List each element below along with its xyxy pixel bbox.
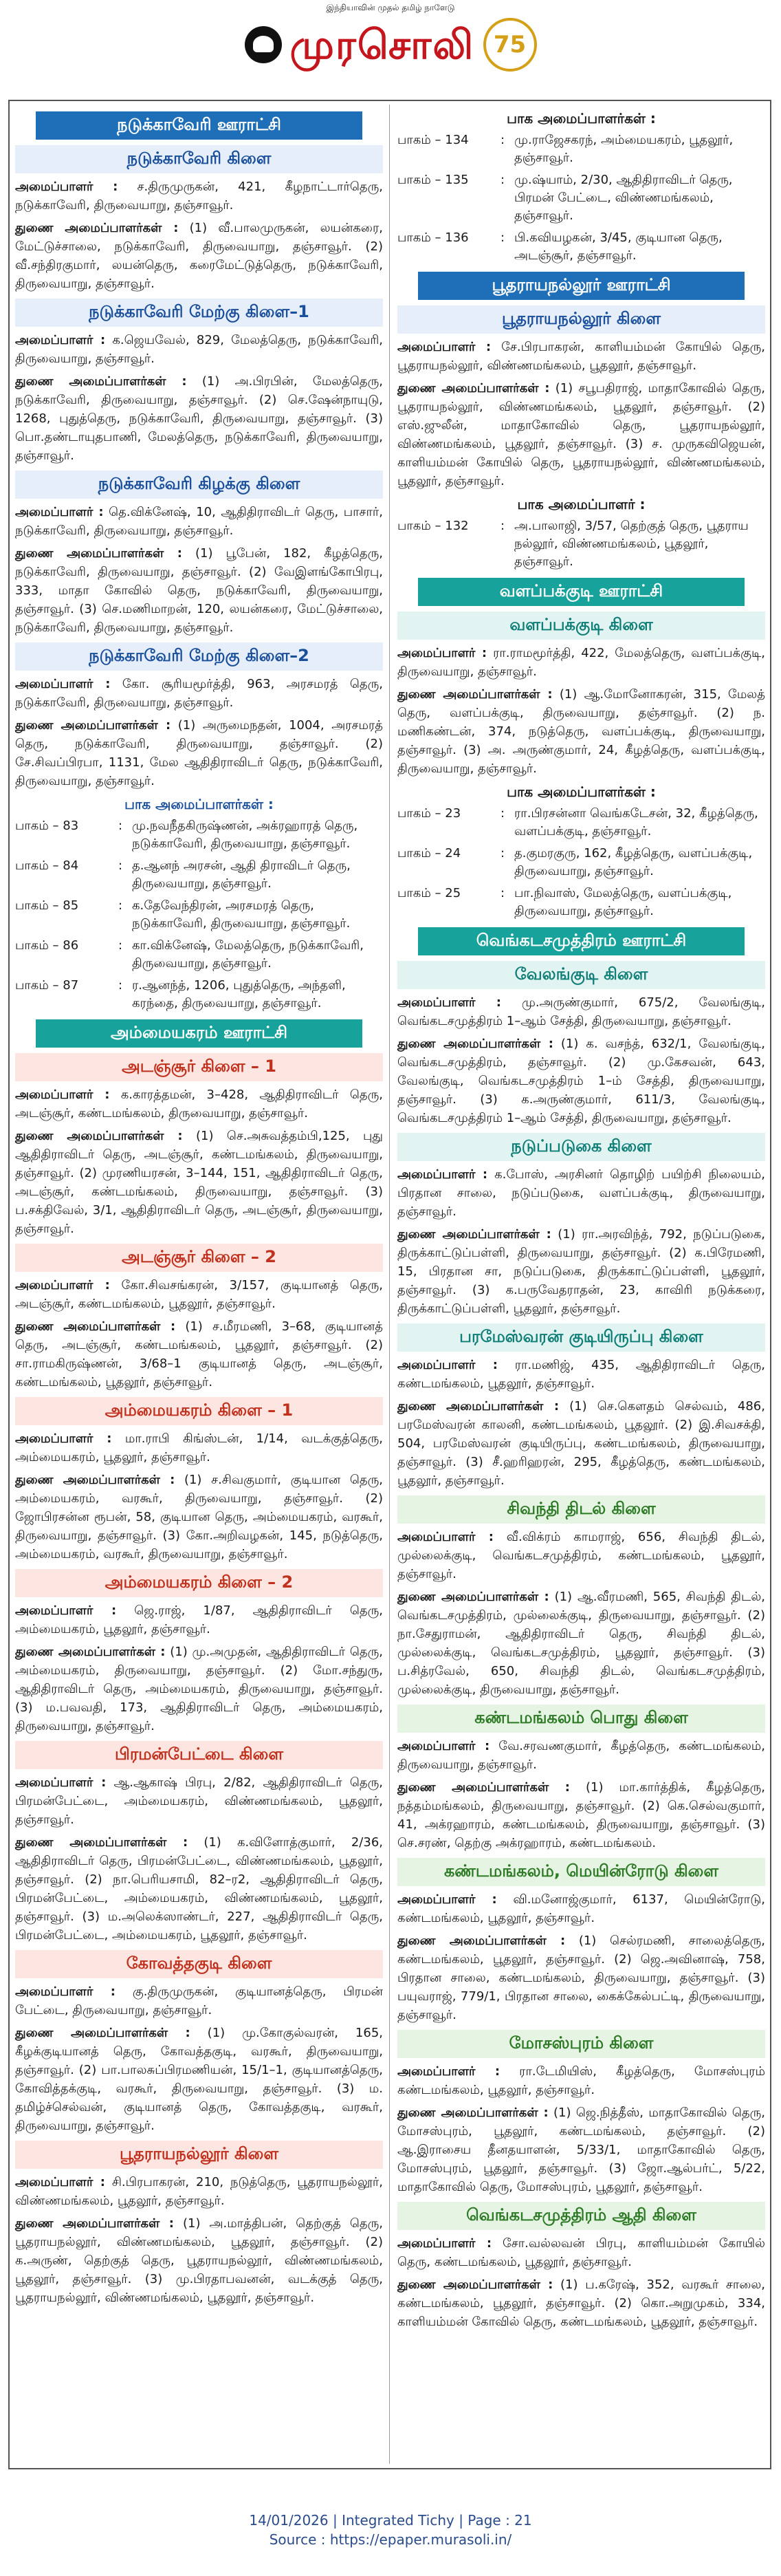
member-details: கோ.சிவசங்கரன், 3/157, குடியானத் தெரு, அடஞ்சூர், கண்டமங்கலம், பூதலூர், தஞ்சாவூர்.: [15, 1278, 383, 1311]
booth-row: [397, 845, 765, 880]
role-label: அமைப்பாளர் :: [15, 677, 111, 691]
member-entry: [397, 1165, 765, 1221]
booth-agent-details: மு.ஷ்யாம், 2/30, ஆதிதிராவிடர் தெரு, பிரமன் பேட்டை, விண்ணமங்கலம், தஞ்சாவூர்.: [514, 173, 733, 223]
member-details: மா.ராபி கிங்ஸ்டன், 1/14, வடக்குத்தெரு, அம்மையகரம், பூதலூர், தஞ்சாவூர்.: [15, 1431, 384, 1464]
role-label: அமைப்பாளர் :: [397, 1167, 488, 1182]
member-details: (1) க.விளோத்குமார், 2/36, ஆதிதிராவிடர் தெரு, பிரமன்பேட்டை, விண்ணமங்கலம், பூதலூர், தஞ்சாவூர். (2) நா.பெரியசாமி, 82–ர2, ஆதிதிராவிடர் தெரு, பிரமன்பேட்டை, அம்மையகரம், விண்ணமங்கலம், பூதலூர், தஞ்சாவூர். (3) ம.அலெக்ஸாண்டர், 227, ஆதிதிராவிடர் தெரு, பிரமன்பேட்டை, அம்மையகரம், பூதலூர், தஞ்சாவூர்.: [15, 1835, 383, 1942]
member-entry: [397, 1778, 765, 1852]
member-entry: [15, 544, 383, 637]
member-details: (1) ச.மீரமணி, 3–68, குடியானத் தெரு, அடஞ்சூர், கண்டமங்கலம், பூதலூர், தஞ்சாவூர். (2) சா.ராமகிருஷ்ணன், 3/68–1 குடியானத் தெரு, அடஞ்சூர், கண்டமங்கலம், பூதலூர், தஞ்சாவூர்.: [15, 1319, 383, 1389]
member-details: (1) ரா.அரவிந்த், 792, நடுப்படுகை, திருக்காட்டுப்பள்ளி, திருவையாறு, தஞ்சாவூர். (2) க.பிரேமணி, 15, பிரதான சா, நடுப்படுகை, திருக்காட்டுப்பள்ளி, பூதலூர், தஞ்சாவூர். (3) க.பருவேதராதன், 23, காவிரி நடுக்கரை, திருக்காட்டுப்பள்ளி, பூதலூர், தஞ்சாவூர்.: [397, 1227, 765, 1316]
member-entry: [397, 1397, 765, 1490]
role-label: துணை அமைப்பாளர்கள் :: [15, 1645, 166, 1659]
member-entry: [15, 331, 383, 368]
branch-heading: வேலங்குடி கிளை: [397, 961, 765, 989]
booth-number: பாகம் – 132: [397, 519, 469, 533]
member-entry: [15, 1429, 383, 1466]
anniversary-75-icon: 75: [483, 18, 537, 72]
branch-heading: வளப்பக்குடி கிளை: [397, 611, 765, 640]
member-entry: [397, 644, 765, 681]
branch-heading: நடுக்காவேரி கிளை: [15, 145, 383, 173]
member-details: வி.மனோஜ்குமார், 6137, மெயின்ரோடு, கண்டமங்கலம், பூதலூர், தஞ்சாவூர்.: [397, 1892, 765, 1925]
colon-separator: :: [500, 806, 505, 821]
member-details: (1) அ.பிரபின், மேலத்தெரு, நடுக்காவேரி, திருவையாறு, தஞ்சாவூர். (2) செ.ஷேன்நாயுடு, 1268, புதுத்தெரு, நடுக்காவேரி, திருவையாறு, தஞ்சாவூர். (3) பொ.தண்டாயுதபாணி, மேலத்தெரு, நடுக்காவேரி, திருவையாறு, தஞ்சாவூர்.: [15, 374, 383, 463]
member-details: (1) செ.கௌதம் செல்வம், 486, பரமேஸ்வரன் காலனி, கண்டமங்கலம், பூதலூர். (2) இ.சிவசக்தி, 504, பரமேஸ்வரன் குடியிருப்பு, கண்டமங்கலம், திருவையாறு, தஞ்சாவூர். (3) சீ.ஹரிஹரன், 295, கீழத்தெரு, கண்டமங்கலம், பூதலூர், தஞ்சாவூர்.: [397, 1399, 765, 1488]
member-details: (1) அருமைநதன், 1004, அரசமரத் தெரு, நடுக்காவேரி, திருவையாறு, தஞ்சாவூர். (2) சே.சிவப்பிரபா, 1131, மேல ஆதிதிராவிடர் தெரு, நடுக்காவேரி, திருவையாறு, தஞ்சாவூர்.: [15, 718, 383, 788]
member-entry: [15, 2024, 383, 2135]
member-details: கோ. சூரியமூர்த்தி, 963, அரசமரத் தெரு, நடுக்காவேரி, திருவையாறு, தஞ்சாவூர்.: [15, 677, 384, 710]
member-details: (1) மு.அமுதன், ஆதிதிராவிடர் தெரு, அம்மையகரம், திருவையாறு, தஞ்சாவூர். (2) மோ.சந்துரு, ஆதிதிராவிடர் தெரு, அம்மையகரம், திருவையாறு, தஞ்சாவூர். (3) ம.பவவதி, 173, ஆதிதிராவிடர் தெரு, அம்மையகரம், திருவையாறு, தஞ்சாவூர்.: [15, 1645, 383, 1733]
branch-heading: கோவத்தகுடி கிளை: [15, 1950, 383, 1978]
booth-row: [15, 977, 383, 1013]
booth-agent-details: பா.நிவாஸ், மேலத்தெரு, வளப்பக்குடி, திருவையாறு, தஞ்சாவூர்.: [514, 886, 732, 918]
branch-heading: பரமேஸ்வரன் குடியிருப்பு கிளை: [397, 1323, 765, 1352]
section-subheading: பாக அமைப்பாளர்கள் :: [124, 796, 274, 812]
branch-heading: நடுப்படுகை கிளை: [397, 1133, 765, 1161]
booth-number: பாகம் – 134: [397, 133, 469, 147]
member-details: க.காரத்தமன், 3–428, ஆதிதிராவிடர் தெரு, அடஞ்சூர், கண்டமங்கலம், திருவையாறு, தஞ்சாவூர்.: [15, 1087, 383, 1121]
booth-row: [397, 517, 765, 571]
role-label: துணை அமைப்பாளர்கள் :: [15, 1319, 176, 1334]
role-label: துணை அமைப்பாளர்கள் :: [397, 1399, 560, 1414]
booth-row: [397, 885, 765, 920]
booth-row: [397, 171, 765, 225]
member-entry: [15, 1643, 383, 1735]
colon-separator: :: [118, 858, 123, 873]
member-details: (1) ப.கரேஷ், 352, வரகூர் சாலை, கண்டமங்கலம், பூதலூர், தஞ்சாவூர். (2) கொ.அறுமுகம், 334, காளியம்மன் கோவில் தெரு, கண்டமங்கலம், பூதலூர், தஞ்சாவூர்.: [397, 2277, 765, 2329]
member-entry: [15, 1276, 383, 1313]
member-details: (1) செல்ரமணி, சாலைத்தெரு, கண்டமங்கலம், பூதலூர், தஞ்சாவூர். (2) ஜெ.அவினாஷ், 758, பிரதான சாலை, கண்டமங்கலம், திருவையாறு, தஞ்சாவூர். (3) பயுவராஜ், 779/1, பிரதான சாலை, கைக்கேல்பட்டி, திருவையாறு, தஞ்சாவூர்.: [397, 1934, 765, 2022]
role-label: துணை அமைப்பாளர்கள் :: [15, 221, 179, 235]
member-details: (1) க. வசந்த், 632/1, வேலங்குடி, வெங்கடசமுத்திரம், தஞ்சாவூர். (2) மு.கேசவன், 643, வேலங்குடி, வெங்கடசமுத்திரம் 1–ம் சேத்தி, திருவையாறு, தஞ்சாவூர். (3) க.அருண்குமார், 611/3, வேலங்குடி, வெங்கடசமுத்திரம் 1–ஆம் சேத்தி, திருவையாறு, தஞ்சாவூர்.: [397, 1037, 765, 1125]
member-entry: [397, 685, 765, 778]
role-label: துணை அமைப்பாளர்கள் :: [397, 1780, 570, 1795]
member-details: (1) மு.கோகுல்வரன், 165, கீழக்குடியானத் தெரு, கோவத்தகுடி, வரகூர், திருவையாறு, தஞ்சாவூர். (2) பா.பாலசுப்பிரமணியன், 15/1–1, குடியானத்தெரு, கோவித்தக்குடி, வரகூர், திருவையாறு, தஞ்சாவூர். (3) ம. தமிழ்ச்செல்வன், குடியானத் தெரு, கோவத்தகுடி, வரகூர், திருவையாறு, தஞ்சாவூர்.: [15, 2026, 383, 2133]
member-entry: [397, 2062, 765, 2099]
booth-agent-details: மு.நவநீதகிருஷ்ணன், அக்ரஹாரத் தெரு, நடுக்காவேரி, திருவையாறு, தஞ்சாவூர்.: [132, 819, 358, 851]
colon-separator: :: [118, 938, 123, 953]
member-entry: [15, 2173, 383, 2210]
colon-separator: :: [500, 846, 505, 861]
section-subheading: பாக அமைப்பாளர்கள் :: [507, 783, 656, 800]
role-label: அமைப்பாளர் :: [15, 505, 104, 519]
member-entry: [397, 993, 765, 1030]
booth-row: [15, 937, 383, 973]
member-entry: [15, 716, 383, 790]
role-label: துணை அமைப்பாளர்கள் :: [15, 1473, 175, 1487]
member-entry: [397, 379, 765, 490]
member-entry: [397, 1588, 765, 1699]
member-entry: [15, 372, 383, 465]
role-label: துணை அமைப்பாளர்கள் :: [15, 546, 182, 561]
branch-heading: சிவந்தி திடல் கிளை: [397, 1495, 765, 1524]
role-label: துணை அமைப்பாளர்கள் :: [15, 1129, 183, 1143]
member-entry: [397, 2275, 765, 2331]
member-details: மு.அருண்குமார், 675/2, வேலங்குடி, வெங்கடசமுத்திரம் 1–ஆம் சேத்தி, திருவையாறு, தஞ்சாவூர்.: [397, 995, 765, 1028]
member-details: (1) ஜெ.நித்தீஸ், மாதாகோவில் தெரு, மோசஸ்புரம், பூதலூர், கண்டமங்கலம், தஞ்சாவூர். (2) ஆ.இராசைய தீனதயாளன், 5/33/1, மாதாகோவில் தெரு, மோசஸ்புரம், பூதலூர், தஞ்சாவூர். (3) ஜோ.ஆல்பர்ட், 5/22, மாதாகோவில் தெரு, மோசஸ்புரம், பூதலூர், தஞ்சாவூர்.: [397, 2106, 765, 2194]
booth-agent-details: ர.ஆனந்த், 1206, புதுத்தெரு, அந்தளி, கரந்தை, திருவையாறு, தஞ்சாவூர்.: [132, 978, 346, 1010]
member-details: க.போஸ், அரசினர் தொழிற் பயிற்சி நிலையம், பிரதான சாலை, நடுப்படுகை, வளப்பக்குடி, திருவையாறு, தஞ்சாவூர்.: [397, 1167, 765, 1219]
colon-separator: :: [500, 133, 505, 147]
role-label: அமைப்பாளர் :: [397, 1530, 494, 1544]
member-entry: [15, 2214, 383, 2307]
role-label: அமைப்பாளர் :: [397, 1358, 498, 1372]
member-entry: [397, 1528, 765, 1583]
column-divider: [389, 105, 390, 2464]
member-entry: [15, 1471, 383, 1563]
member-details: சி.பிரபாகரன், 210, நடுத்தெரு, பூதராயநல்லூர், விண்ணமங்கலம், பூதலூர், தஞ்சாவூர்.: [15, 2175, 383, 2208]
booth-number: பாகம் – 135: [397, 173, 469, 187]
branch-heading: அம்மையகரம் கிளை – 2: [15, 1569, 383, 1597]
member-details: (1) ஆ.மோனோகரன், 315, மேலத் தெரு, வளப்பக்குடி, திருவையாறு, தஞ்சாவூர். (2) ந. மணிகண்டன், 374, நடுத்தெரு, வளப்பக்குடி, திருவையாறு, தஞ்சாவூர். (3) அ. அருண்குமார், 24, கீழத்தெரு, வளப்பக்குடி, திருவையாறு, தஞ்சாவூர்.: [397, 687, 765, 776]
member-details: வே.சரவணகுமார், கீழத்தெரு, கண்டமங்கலம், திருவையாறு, தஞ்சாவூர்.: [397, 1739, 766, 1772]
role-label: அமைப்பாளர் :: [397, 2236, 492, 2251]
booth-row: [397, 229, 765, 265]
member-details: சோ.வல்லவன் பிரபு, காளியம்மன் கோயில் தெரு, கண்டமங்கலம், பூதலூர், தஞ்சாவூர்.: [397, 2236, 766, 2269]
branch-heading: வெங்கடசமுத்திரம் ஆதி கிளை: [397, 2202, 765, 2230]
role-label: அமைப்பாளர் :: [397, 995, 501, 1010]
role-label: அமைப்பாளர் :: [15, 2175, 105, 2189]
member-details: (1) ஆ.வீரமணி, 565, சிவந்தி திடல், வெங்கடசமுத்திரம், முல்லைக்குடி, திருவையாறு, தஞ்சாவூர். (2) நா.சேதுராமன், ஆதிதிராவிடர் தெரு, சிவந்தி திடல், முல்லைக்குடி, வெங்கடசமுத்திரம், பூதலூர், தஞ்சாவூர். (3) ப.சித்ரவேல், 650, சிவந்தி திடல், வெங்கடசமுத்திரம், முல்லைக்குடி, திருவையாறு, தஞ்சாவூர்.: [397, 1590, 765, 1697]
section-subheading: பாக அமைப்பாளர் :: [517, 496, 646, 512]
panchayat-banner: வளப்பக்குடி ஊராட்சி: [418, 578, 745, 606]
member-entry: [397, 1356, 765, 1393]
footer-edition-line: 14/01/2026 | Integrated Tichy | Page : 21: [249, 2512, 532, 2529]
member-details: ரா.மணிஜ், 435, ஆதிதிராவிடர் தெரு, கண்டமங்கலம், பூதலூர், தஞ்சாவூர்.: [397, 1358, 765, 1391]
role-label: அமைப்பாளர் :: [397, 646, 487, 660]
branch-heading: அடஞ்சூர் கிளை – 1: [15, 1053, 383, 1081]
role-label: துணை அமைப்பாளர்கள் :: [397, 2106, 549, 2120]
member-details: ஜெ.ராஜ், 1/87, ஆதிதிராவிடர் தெரு, அம்மையகரம், பூதலூர், தஞ்சாவூர்.: [15, 1603, 383, 1636]
member-details: வீ.விக்ரம் காமராஜ், 656, சிவந்தி திடல், முல்லைக்குடி, வெங்கடசமுத்திரம், கண்டமங்கலம், பூதலூர், தஞ்சாவூர்.: [397, 1530, 765, 1581]
role-label: அமைப்பாளர் :: [15, 1984, 116, 1999]
booth-number: பாகம் – 84: [15, 858, 79, 873]
right-column: [397, 105, 765, 2335]
member-details: ரா.டேமியிஸ், கீழத்தெரு, மோசஸ்புரம் கண்டமங்கலம், பூதலூர், தஞ்சாவூர்.: [397, 2064, 765, 2097]
branch-heading: கண்டமங்கலம், மெயின்ரோடு கிளை: [397, 1858, 765, 1886]
party-seal-icon: [245, 26, 282, 63]
booth-number: பாகம் – 87: [15, 978, 79, 993]
member-entry: [15, 1317, 383, 1392]
booth-agent-details: த.ஆனந் அரசன், ஆதி திராவிடர் தெரு, திருவையாறு, தஞ்சாவூர்.: [132, 858, 351, 891]
member-entry: [397, 338, 765, 375]
booth-number: பாகம் – 86: [15, 938, 79, 953]
booth-agent-details: த.குமரகுரு, 162, கீழத்தெரு, வளப்பக்குடி, திருவையாறு, தஞ்சாவூர்.: [514, 846, 753, 878]
member-entry: [15, 503, 383, 540]
role-label: துணை அமைப்பாளர்கள் :: [15, 2026, 190, 2040]
member-entry: [15, 1833, 383, 1945]
booth-agent-details: பி.கவியழகன், 3/45, குடியான தெரு, அடஞ்சூர், தஞ்சாவூர்.: [514, 230, 723, 263]
logo-row: [0, 18, 781, 72]
member-details: கு.திருமுருகன், குடியானத்தெரு, பிரமன் பேட்டை, திருவையாறு, தஞ்சாவூர்.: [15, 1984, 384, 2017]
role-label: அமைப்பாளர் :: [397, 1739, 490, 1753]
role-label: அமைப்பாளர் :: [15, 333, 106, 347]
role-label: அமைப்பாளர் :: [397, 1892, 497, 1907]
member-entry: [397, 1035, 765, 1127]
branch-heading: பூதராயநல்லூர் கிளை: [397, 305, 765, 334]
colon-separator: :: [500, 886, 505, 900]
branch-heading: நடுக்காவேரி கிழக்கு கிளை: [15, 470, 383, 499]
booth-number: பாகம் – 136: [397, 230, 469, 245]
booth-row: [15, 857, 383, 893]
colon-separator: :: [500, 519, 505, 533]
role-label: அமைப்பாளர் :: [397, 340, 492, 354]
role-label: துணை அமைப்பாளர்கள் :: [15, 374, 187, 389]
role-label: அமைப்பாளர் :: [15, 1431, 112, 1446]
member-entry: [397, 1225, 765, 1318]
role-label: அமைப்பாளர் :: [15, 1278, 110, 1292]
booth-agent-details: கா.விக்னேஷ், மேலத்தெரு, நடுக்காவேரி, திருவையாறு, தஞ்சாவூர்.: [132, 938, 364, 971]
masthead: [0, 0, 781, 96]
member-entry: [15, 675, 383, 712]
branch-heading: அடஞ்சூர் கிளை – 2: [15, 1244, 383, 1272]
member-details: (1) அ.மாத்திபன், தெற்குத் தெரு, பூதராயநல்லூர், விண்ணமங்கலம், பூதலூர், தஞ்சாவூர். (2) க.அருண், தெற்குத் தெரு, பூதராயநல்லூர், விண்ணமங்கலம், பூதலூர், தஞ்சாவூர். (3) மு.பிரதாபவனன், வடக்குத் தெரு, பூதராயநல்லூர், விண்ணமங்கலம், பூதலூர், தஞ்சாவூர்.: [15, 2216, 383, 2305]
role-label: துணை அமைப்பாளர்கள் :: [397, 1590, 549, 1604]
booth-row: [397, 805, 765, 841]
booth-number: பாகம் – 85: [15, 898, 79, 913]
member-entry: [397, 1931, 765, 2024]
role-label: துணை அமைப்பாளர்கள் :: [397, 1934, 566, 1948]
booth-number: பாகம் – 83: [15, 819, 79, 833]
role-label: துணை அமைப்பாளர்கள் :: [15, 718, 171, 733]
booth-number: பாகம் – 24: [397, 846, 461, 861]
branch-heading: நடுக்காவேரி மேற்கு கிளை–2: [15, 642, 383, 671]
footer-source-line: Source : https://epaper.murasoli.in/: [269, 2531, 512, 2548]
member-details: ரா.ராமமூர்த்தி, 422, மேலத்தெரு, வளப்பக்குடி, திருவையாறு, தஞ்சாவூர்.: [397, 646, 766, 679]
role-label: துணை அமைப்பாளர்கள் :: [15, 1835, 188, 1850]
member-entry: [15, 177, 383, 215]
role-label: அமைப்பாளர் :: [15, 1087, 110, 1102]
role-label: துணை அமைப்பாளர்கள் :: [397, 1227, 551, 1242]
role-label: துணை அமைப்பாளர்கள் :: [397, 687, 553, 702]
role-label: துணை அமைப்பாளர்கள் :: [15, 2216, 174, 2231]
branch-heading: நடுக்காவேரி மேற்கு கிளை–1: [15, 299, 383, 327]
colon-separator: :: [118, 819, 123, 833]
member-details: சே.பிரபாகரன், காளியம்மன் கோயில் தெரு, பூதராயநல்லூர், விண்ணமங்கலம், பூதலூர், தஞ்சாவூர்.: [397, 340, 765, 373]
role-label: அமைப்பாளர் :: [15, 180, 118, 194]
panchayat-banner: வெங்கடசமுத்திரம் ஊராட்சி: [418, 927, 745, 955]
page-footer: [0, 2511, 781, 2549]
role-label: துணை அமைப்பாளர்கள் :: [397, 2277, 553, 2292]
booth-row: [15, 897, 383, 933]
member-details: (1) சபூபதிராஜ், மாதாகோவில் தெரு, பூதராயநல்லூர், விண்ணமங்கலம், பூதலூர், தஞ்சாவூர். (2) எஸ்.ஜுலீன், மாதாகோவில் தெரு, பூதராயநல்லூர், விண்ணமங்கலம், பூதலூர், தஞ்சாவூர். (3) ச. முருகவிஜெயன், காளியம்மன் கோயில் தெரு, பூதராயநல்லூர், விண்ணமங்கலம், பூதலூர், தஞ்சாவூர்.: [397, 381, 765, 488]
panchayat-banner: பூதராயநல்லூர் ஊராட்சி: [418, 272, 745, 300]
member-entry: [397, 2103, 765, 2196]
member-details: ச.திருமுருகன், 421, கீழநாட்டார்தெரு, நடுக்காவேரி, திருவையாறு, தஞ்சாவூர்.: [15, 180, 383, 213]
member-entry: [15, 1085, 383, 1123]
member-entry: [15, 1601, 383, 1638]
branch-heading: கண்டமங்கலம் பொது கிளை: [397, 1704, 765, 1733]
member-entry: [397, 1737, 765, 1774]
role-label: துணை அமைப்பாளர்கள் :: [397, 1037, 553, 1051]
member-details: (1) மா.கார்த்திக், கீழத்தெரு, நத்தம்மங்கலம், திருவையாறு, தஞ்சாவூர். (2) கெ.செல்வகுமார், 41, அக்ரஹாரம், கண்டமங்கலம், திருவையாறு, தஞ்சாவூர். (3) செ.சரண், தெற்கு அக்ரஹாரம், கண்டமங்கலம்.: [397, 1780, 765, 1850]
member-details: தெ.விக்னேஷ், 10, ஆதிதிராவிடர் தெரு, பாசார், நடுக்காவேரி, திருவையாறு, தஞ்சாவூர்.: [15, 505, 383, 538]
booth-agent-details: க.தேவேந்திரன், அரசமரத் தெரு, நடுக்காவேரி, திருவையாறு, தஞ்சாவூர்.: [132, 898, 351, 931]
booth-agent-details: ரா.பிரசன்னா வெங்கடேசன், 32, கீழத்தெரு, வளப்பக்குடி, தஞ்சாவூர்.: [514, 806, 758, 838]
booth-agent-details: மு.ராஜேசகரந், அம்மையகரம், பூதலூர், தஞ்சாவூர்.: [514, 133, 734, 165]
member-entry: [15, 1982, 383, 2020]
member-entry: [15, 1773, 383, 1829]
panchayat-banner: அம்மையகரம் ஊராட்சி: [36, 1019, 362, 1048]
member-details: (1) ச.சிவகுமார், குடியான தெரு, அம்மையகரம், வரகூர், திருவையாறு, தஞ்சாவூர். (2) ஜோபிரசன்ன ரூபன், 58, குடியான தெரு, அம்மையகரம், வரகூர், திருவையாறு, தஞ்சாவூர். (3) கோ.அறிவழகன், 145, நடுத்தெரு, அம்மையகரம், வரகூர், திருவையாறு, தஞ்சாவூர்.: [15, 1473, 383, 1561]
member-entry: [15, 219, 383, 293]
role-label: துணை அமைப்பாளர்கள் :: [397, 381, 550, 396]
booth-agent-details: அ.பாலாஜி, 3/57, தெற்குத் தெரு, பூதராய நல்லூர், விண்ணமங்கலம், பூதலூர், தஞ்சாவூர்.: [514, 519, 749, 569]
member-entry: [397, 2234, 765, 2271]
left-column: [15, 105, 383, 2311]
section-subheading: பாக அமைப்பாளர்கள் :: [507, 110, 656, 127]
booth-row: [15, 817, 383, 853]
member-details: ஆ.ஆகாஷ் பிரபு, 2/82, ஆதிதிராவிடர் தெரு, பிரமன்பேட்டை, அம்மையகரம், விண்ணமங்கலம், பூதலூர், தஞ்சாவூர்.: [15, 1775, 383, 1827]
newspaper-title: முரசொலி: [289, 21, 475, 68]
role-label: அமைப்பாளர் :: [15, 1775, 107, 1790]
branch-heading: அம்மையகரம் கிளை – 1: [15, 1397, 383, 1425]
tagline: இந்தியாவின் முதல் தமிழ் நாளேடு: [326, 3, 455, 12]
booth-row: [397, 131, 765, 167]
colon-separator: :: [500, 230, 505, 245]
colon-separator: :: [118, 898, 123, 913]
member-details: (1) வீ.பாலமுருகன், லயன்கரை, மேட்டுச்சாலை, நடுக்காவேரி, திருவையாறு, தஞ்சாவூர். (2) வீ.சந்திரகுமார், லயன்தெரு, கரைமேட்டுத்தெரு, நடுக்காவேரி, திருவையாறு, தஞ்சாவூர்.: [15, 221, 383, 291]
branch-heading: பிரமன்பேட்டை கிளை: [15, 1741, 383, 1769]
branch-heading: மோசஸ்புரம் கிளை: [397, 2030, 765, 2058]
member-details: (1) பூபேன், 182, கீழத்தெரு, நடுக்காவேரி, திருவையாறு, தஞ்சாவூர். (2) வேஇளங்கோபிரபு, 333, மாதா கோவில் தெரு, நடுக்காவேரி, திருவையாறு, தஞ்சாவூர். (3) செ.மணிமாறன், 120, லயன்கரை, மேட்டுச்சாலை, நடுக்காவேரி, திருவையாறு, தஞ்சாவூர்.: [15, 546, 383, 635]
member-entry: [15, 1127, 383, 1238]
member-entry: [397, 1890, 765, 1927]
member-details: க.ஜெயவேல், 829, மேலத்தெரு, நடுக்காவேரி, திருவையாறு, தஞ்சாவூர்.: [15, 333, 384, 366]
member-details: (1) செ.அசுவத்தம்பி,125, புது ஆதிதிராவிடர் தெரு, அடஞ்சூர், கண்டமங்கலம், திருவையாறு, தஞ்சாவூர். (2) முரணியரசன், 3–144, 151, ஆதிதிராவிடர் தெரு, அடஞ்சூர், கண்டமங்கலம், திருவையாறு, தஞ்சாவூர். (3) ப.சக்திவேல், 3/1, ஆதிதிராவிடர் தெரு, அடஞ்சூர், திருவையாறு, தஞ்சாவூர்.: [15, 1129, 383, 1236]
colon-separator: :: [118, 978, 123, 993]
role-label: அமைப்பாளர் :: [397, 2064, 500, 2079]
colon-separator: :: [500, 173, 505, 187]
booth-number: பாகம் – 23: [397, 806, 461, 821]
panchayat-banner: நடுக்காவேரி ஊராட்சி: [36, 111, 362, 140]
branch-heading: பூதராயநல்லூர் கிளை: [15, 2141, 383, 2169]
role-label: அமைப்பாளர் :: [15, 1603, 117, 1618]
booth-number: பாகம் – 25: [397, 886, 461, 900]
